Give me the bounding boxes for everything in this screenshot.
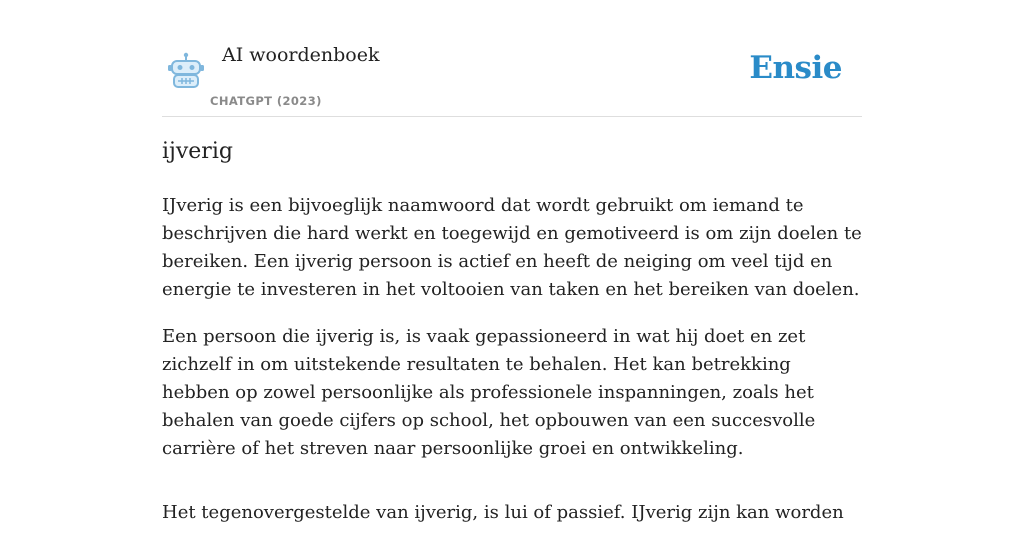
robot-icon: [166, 52, 206, 90]
dictionary-title[interactable]: AI woordenboek: [222, 44, 380, 66]
header: [162, 0, 862, 117]
paragraph: IJverig is een bijvoeglijk naamwoord dat wordt gebruikt om iemand te beschrijven die hard werkt en toegewijd en gemotiveerd is om zijn doelen te bereiken. Een ijverig persoon is actief en heeft de neiging om veel tijd en energie te investeren in het voltooien van taken en het bereiken van doelen.: [162, 195, 862, 300]
headword: ijverig: [162, 139, 233, 164]
brand-logo[interactable]: Ensie: [749, 50, 842, 86]
page-container: [162, 0, 862, 523]
entry-body: [162, 192, 862, 546]
paragraph: Het tegenovergestelde van ijverig, is lui of passief. IJverig zijn kan worden: [162, 502, 844, 523]
paragraph: Een persoon die ijverig is, is vaak gepassioneerd in wat hij doet en zet zichzelf in om uitstekende resultaten te behalen. Het kan betrekking hebben op zowel persoonlijke als professionele inspanningen, zoals het behalen van goede cijfers op school, het opbouwen van een succesvolle carrière of het streven naar persoonlijke groei en ontwikkeling.: [162, 326, 816, 459]
dictionary-source: CHATGPT (2023): [210, 94, 322, 108]
